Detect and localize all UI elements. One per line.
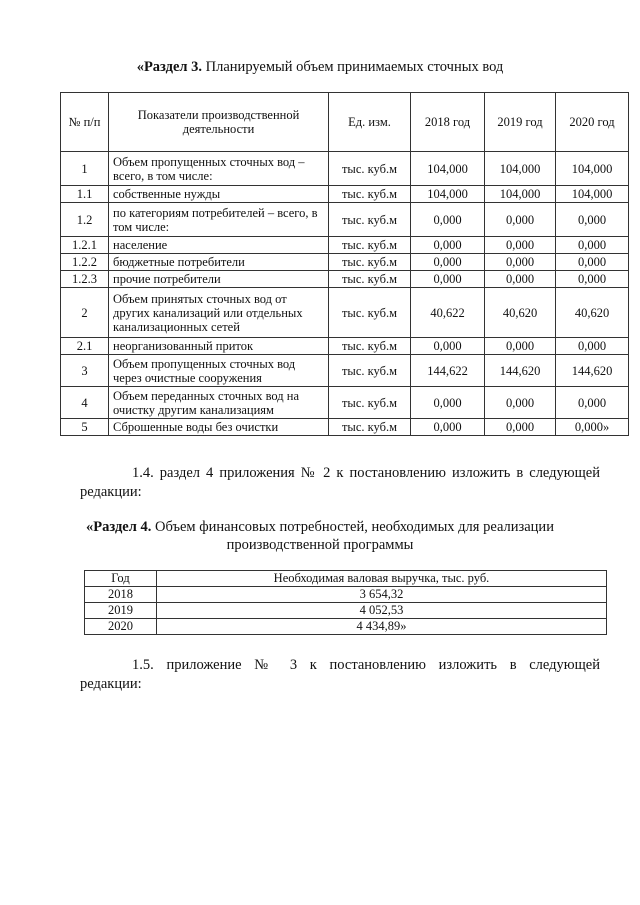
row-indicator: население	[109, 237, 329, 254]
row-unit: тыс. куб.м	[329, 237, 411, 254]
row-value-2018: 0,000	[411, 419, 485, 436]
row-revenue: 4 052,53	[157, 603, 607, 619]
row-value-2018: 104,000	[411, 152, 485, 186]
row-value-2018: 40,622	[411, 288, 485, 338]
row-number: 1.2.1	[61, 237, 109, 254]
row-value-2019: 0,000	[485, 254, 556, 271]
row-value-2019: 144,620	[485, 355, 556, 387]
section3-table	[60, 92, 629, 436]
header-revenue: Необходимая валовая выручка, тыс. руб.	[157, 571, 607, 587]
row-value-2019: 0,000	[485, 203, 556, 237]
paragraph-1-5-line2: редакции:	[80, 676, 142, 692]
section3-title-bold: «Раздел 3.	[136, 59, 203, 75]
table-row	[61, 152, 629, 186]
row-indicator: Объем пропущенных сточных вод через очистные сооружения	[109, 355, 329, 387]
row-value-2019: 0,000	[485, 338, 556, 355]
row-value-2019: 40,620	[485, 288, 556, 338]
section3-title	[0, 58, 640, 76]
row-value-2019: 0,000	[485, 419, 556, 436]
row-year: 2018	[85, 587, 157, 603]
section3-title-text: Планируемый объем принимаемых сточных вод	[202, 59, 504, 75]
table-row	[85, 603, 607, 619]
row-value-2020: 0,000»	[556, 419, 629, 436]
row-indicator: Объем переданных сточных вод на очистку другим канализациям	[109, 387, 329, 419]
paragraph-1-5-line1: 1.5. приложение № 3 к постановлению изложить в следующей	[132, 657, 600, 673]
header-unit: Ед. изм.	[329, 93, 411, 152]
section4-title-line2: производственной программы	[226, 537, 414, 553]
row-value-2018: 0,000	[411, 254, 485, 271]
row-value-2018: 0,000	[411, 237, 485, 254]
header-2019: 2019 год	[485, 93, 556, 152]
header-year: Год	[85, 571, 157, 587]
row-value-2020: 0,000	[556, 203, 629, 237]
row-indicator: по категориям потребителей – всего, в том числе:	[109, 203, 329, 237]
row-value-2018: 0,000	[411, 203, 485, 237]
table-row	[61, 203, 629, 237]
row-unit: тыс. куб.м	[329, 271, 411, 288]
row-indicator: Объем пропущенных сточных вод – всего, в том числе:	[109, 152, 329, 186]
table-header-row	[61, 93, 629, 152]
row-indicator: бюджетные потребители	[109, 254, 329, 271]
row-value-2020: 0,000	[556, 271, 629, 288]
table-row	[61, 237, 629, 254]
row-value-2020: 0,000	[556, 237, 629, 254]
row-indicator: неорганизованный приток	[109, 338, 329, 355]
table-row	[61, 355, 629, 387]
row-number: 1.2.3	[61, 271, 109, 288]
table-row	[61, 254, 629, 271]
row-year: 2019	[85, 603, 157, 619]
row-unit: тыс. куб.м	[329, 419, 411, 436]
row-value-2020: 40,620	[556, 288, 629, 338]
table-row	[61, 288, 629, 338]
header-2020: 2020 год	[556, 93, 629, 152]
row-number: 1.1	[61, 186, 109, 203]
paragraph-1-4-line2: редакции:	[80, 484, 142, 500]
row-unit: тыс. куб.м	[329, 186, 411, 203]
row-year: 2020	[85, 619, 157, 635]
row-indicator: Сброшенные воды без очистки	[109, 419, 329, 436]
row-unit: тыс. куб.м	[329, 152, 411, 186]
row-value-2020: 0,000	[556, 254, 629, 271]
row-value-2018: 144,622	[411, 355, 485, 387]
row-number: 2.1	[61, 338, 109, 355]
row-unit: тыс. куб.м	[329, 355, 411, 387]
row-number: 5	[61, 419, 109, 436]
table-row	[61, 186, 629, 203]
row-value-2020: 0,000	[556, 338, 629, 355]
row-value-2020: 0,000	[556, 387, 629, 419]
table-row	[61, 271, 629, 288]
row-unit: тыс. куб.м	[329, 254, 411, 271]
row-value-2019: 0,000	[485, 237, 556, 254]
section4-table	[84, 570, 607, 635]
paragraph-1-5	[80, 656, 600, 694]
row-number: 1.2	[61, 203, 109, 237]
section3-table-body	[61, 152, 629, 436]
table-row	[85, 587, 607, 603]
paragraph-1-4	[80, 464, 600, 502]
row-value-2018: 0,000	[411, 271, 485, 288]
row-unit: тыс. куб.м	[329, 203, 411, 237]
paragraph-1-4-line1: 1.4. раздел 4 приложения № 2 к постановлению изложить в следующей	[132, 465, 600, 481]
row-unit: тыс. куб.м	[329, 387, 411, 419]
row-value-2018: 0,000	[411, 387, 485, 419]
header-num: № п/п	[61, 93, 109, 152]
row-value-2020: 144,620	[556, 355, 629, 387]
row-value-2019: 104,000	[485, 152, 556, 186]
section4-title-text: Объем финансовых потребностей, необходимых для реализации	[151, 519, 554, 535]
section4-table-body	[85, 587, 607, 635]
row-revenue: 4 434,89»	[157, 619, 607, 635]
row-indicator: собственные нужды	[109, 186, 329, 203]
row-number: 1.2.2	[61, 254, 109, 271]
table-row	[85, 619, 607, 635]
row-value-2020: 104,000	[556, 186, 629, 203]
row-indicator: прочие потребители	[109, 271, 329, 288]
row-value-2018: 104,000	[411, 186, 485, 203]
section4-title	[0, 518, 640, 554]
row-number: 1	[61, 152, 109, 186]
row-value-2018: 0,000	[411, 338, 485, 355]
section4-title-bold: «Раздел 4.	[86, 519, 152, 535]
table-row	[61, 419, 629, 436]
row-value-2020: 104,000	[556, 152, 629, 186]
header-2018: 2018 год	[411, 93, 485, 152]
header-indicator: Показатели производственной деятельности	[109, 93, 329, 152]
row-number: 3	[61, 355, 109, 387]
row-value-2019: 0,000	[485, 271, 556, 288]
row-value-2019: 0,000	[485, 387, 556, 419]
row-indicator: Объем принятых сточных вод от других канализаций или отдельных канализационных сетей	[109, 288, 329, 338]
row-value-2019: 104,000	[485, 186, 556, 203]
table-header-row	[85, 571, 607, 587]
row-revenue: 3 654,32	[157, 587, 607, 603]
table-row	[61, 387, 629, 419]
row-number: 2	[61, 288, 109, 338]
table-row	[61, 338, 629, 355]
row-unit: тыс. куб.м	[329, 288, 411, 338]
row-number: 4	[61, 387, 109, 419]
row-unit: тыс. куб.м	[329, 338, 411, 355]
